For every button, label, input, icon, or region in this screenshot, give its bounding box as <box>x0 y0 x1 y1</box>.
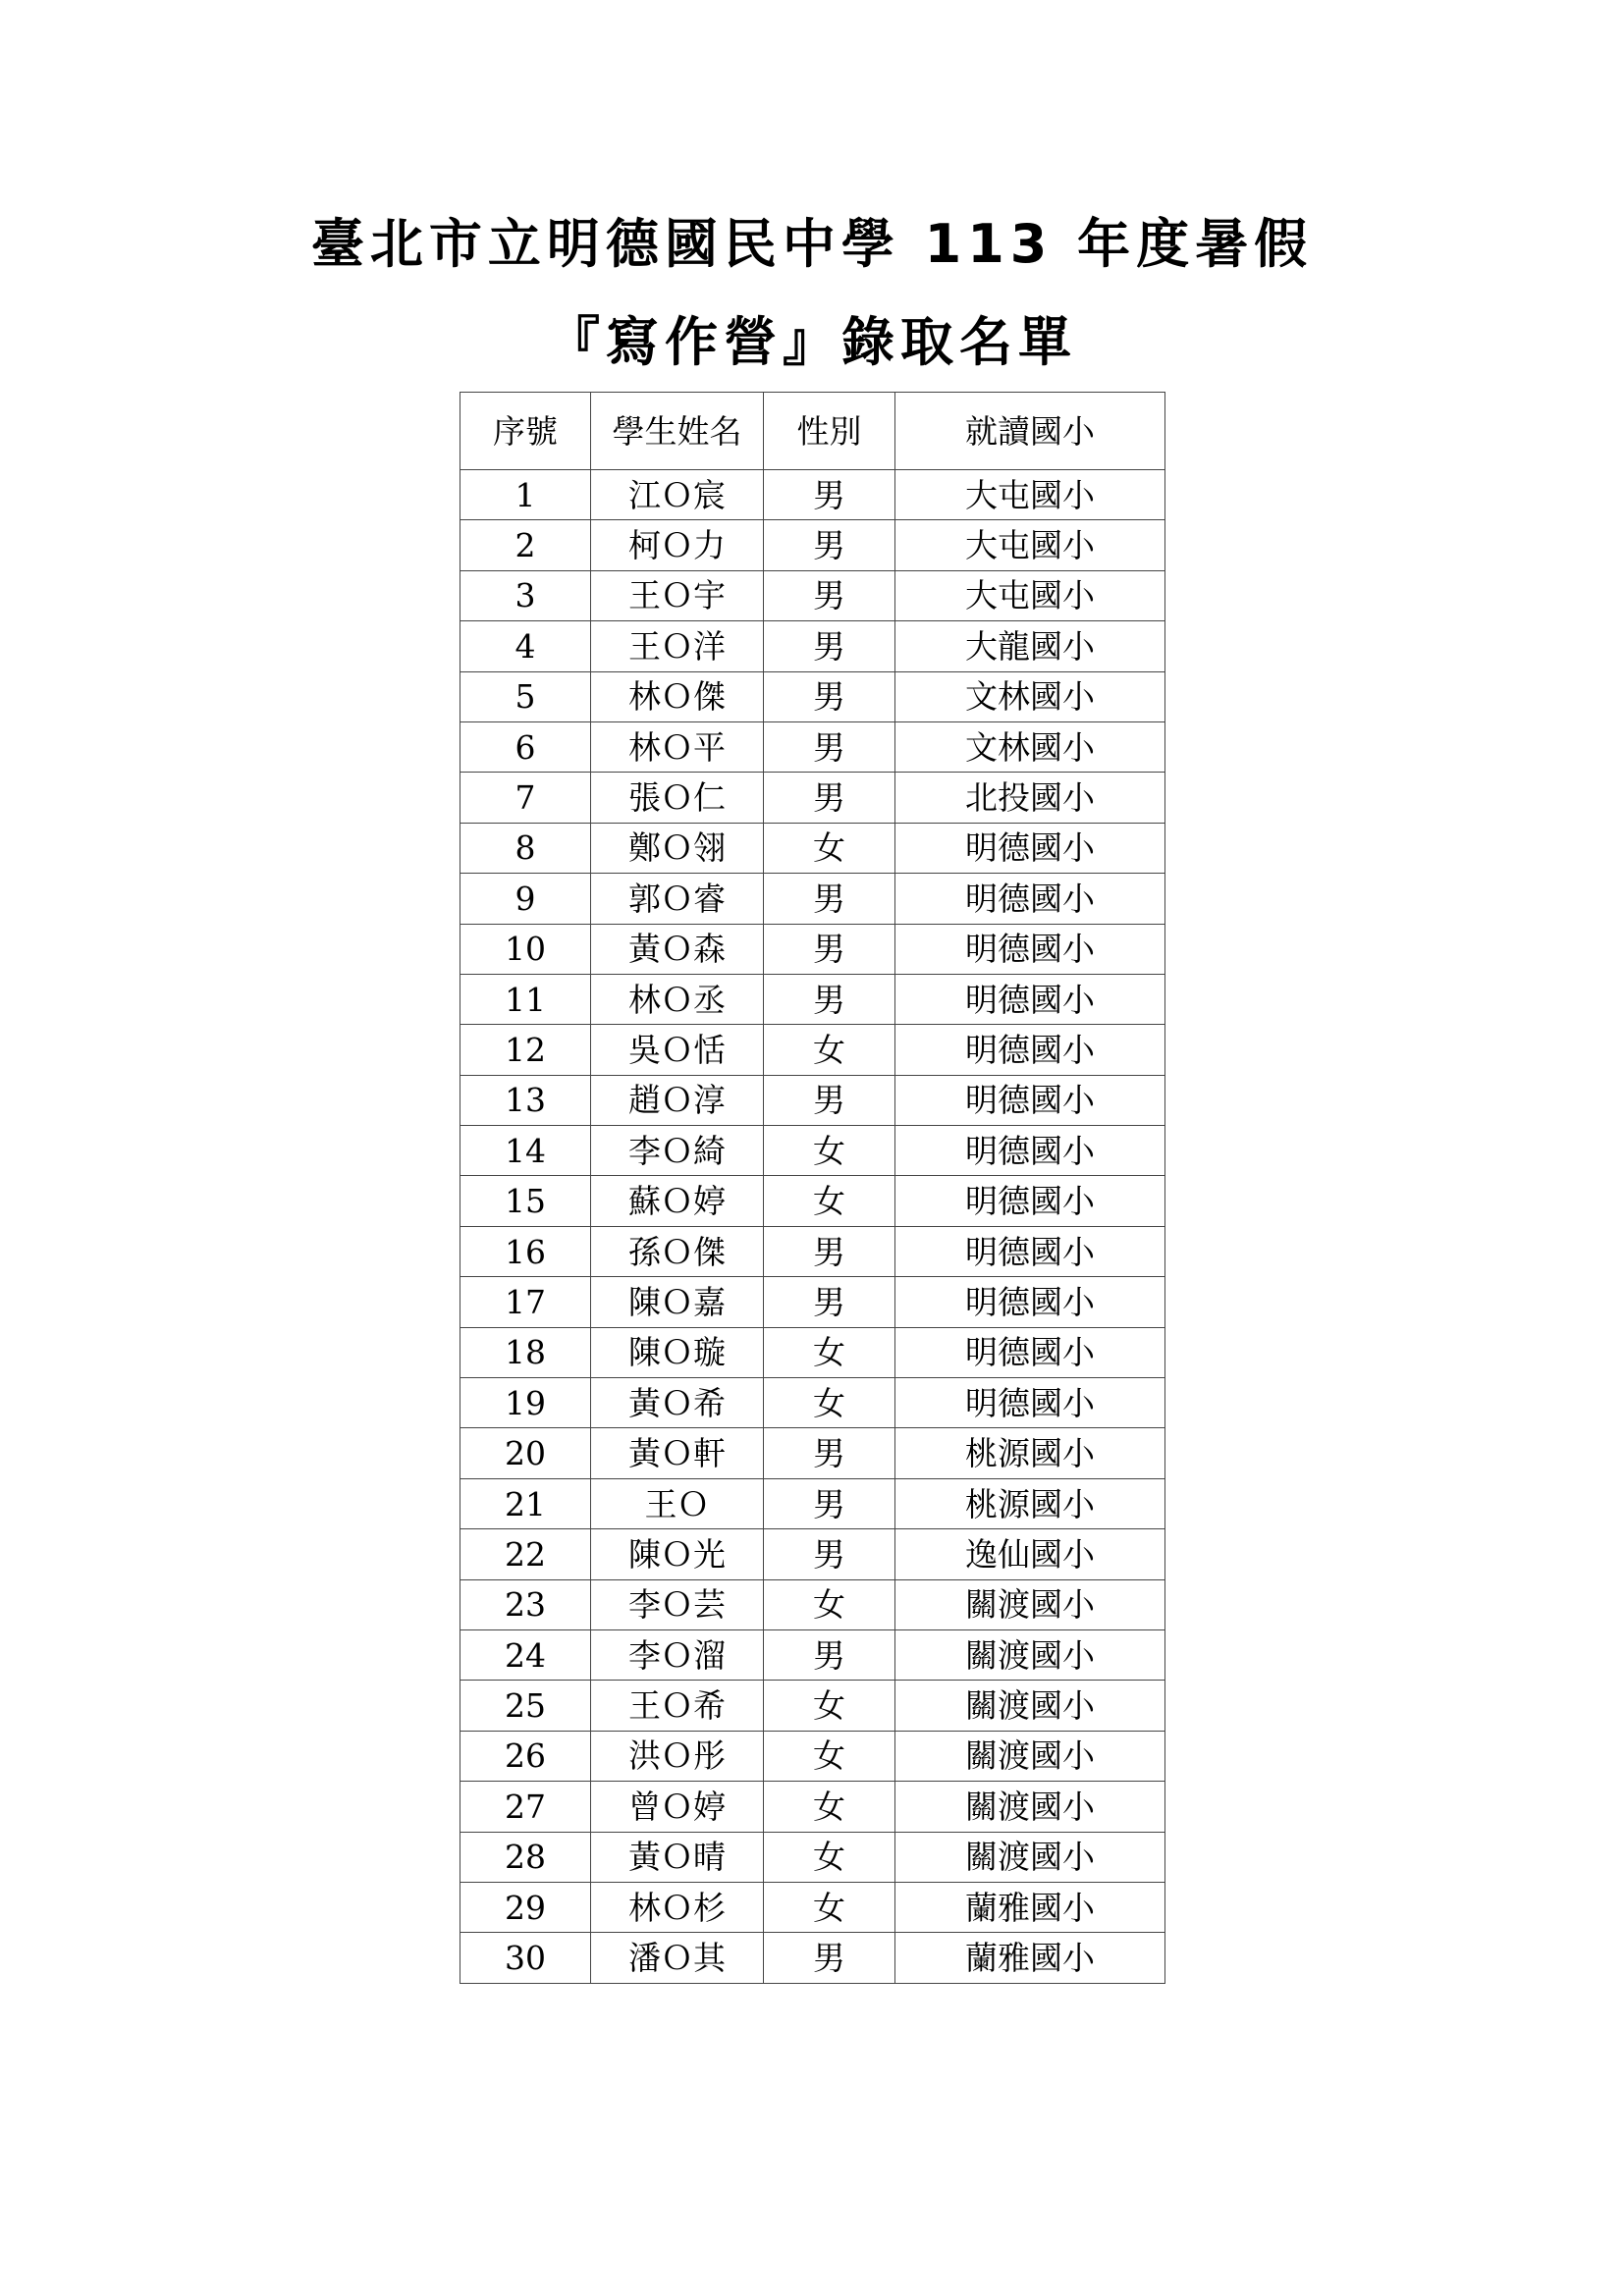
cell-gender: 男 <box>764 1277 895 1327</box>
cell-elementary-school: 大龍國小 <box>895 621 1165 671</box>
cell-serial-number: 23 <box>460 1579 591 1629</box>
table-row <box>460 1176 1165 1226</box>
cell-student-name: 張Ｏ仁 <box>591 773 764 823</box>
cell-elementary-school: 關渡國小 <box>895 1782 1165 1832</box>
cell-gender: 女 <box>764 1126 895 1176</box>
cell-serial-number: 7 <box>460 773 591 823</box>
cell-elementary-school: 明德國小 <box>895 924 1165 974</box>
cell-elementary-school: 逸仙國小 <box>895 1529 1165 1579</box>
cell-serial-number: 27 <box>460 1782 591 1832</box>
cell-gender: 男 <box>764 773 895 823</box>
cell-elementary-school: 北投國小 <box>895 773 1165 823</box>
table-header-row <box>460 393 1165 470</box>
cell-elementary-school: 明德國小 <box>895 1126 1165 1176</box>
cell-student-name: 王Ｏ洋 <box>591 621 764 671</box>
header-gender: 性別 <box>764 393 895 470</box>
header-serial-number: 序號 <box>460 393 591 470</box>
cell-student-name: 林Ｏ丞 <box>591 974 764 1024</box>
cell-serial-number: 6 <box>460 721 591 772</box>
cell-serial-number: 22 <box>460 1529 591 1579</box>
cell-student-name: 李Ｏ溜 <box>591 1629 764 1680</box>
cell-gender: 女 <box>764 1327 895 1377</box>
cell-serial-number: 15 <box>460 1176 591 1226</box>
cell-gender: 女 <box>764 823 895 873</box>
table-row <box>460 1832 1165 1882</box>
cell-gender: 男 <box>764 874 895 924</box>
cell-elementary-school: 明德國小 <box>895 974 1165 1024</box>
cell-student-name: 江Ｏ宸 <box>591 470 764 520</box>
table-row <box>460 721 1165 772</box>
cell-student-name: 王Ｏ希 <box>591 1681 764 1731</box>
cell-elementary-school: 桃源國小 <box>895 1428 1165 1478</box>
cell-student-name: 洪Ｏ彤 <box>591 1731 764 1781</box>
cell-serial-number: 5 <box>460 671 591 721</box>
cell-student-name: 趙Ｏ淳 <box>591 1075 764 1125</box>
cell-student-name: 蘇Ｏ婷 <box>591 1176 764 1226</box>
cell-gender: 男 <box>764 1933 895 1983</box>
table-row <box>460 1933 1165 1983</box>
table-row <box>460 1681 1165 1731</box>
cell-serial-number: 3 <box>460 570 591 620</box>
cell-elementary-school: 文林國小 <box>895 671 1165 721</box>
cell-gender: 女 <box>764 1579 895 1629</box>
cell-elementary-school: 明德國小 <box>895 1226 1165 1276</box>
cell-student-name: 黃Ｏ軒 <box>591 1428 764 1478</box>
cell-serial-number: 8 <box>460 823 591 873</box>
cell-gender: 男 <box>764 570 895 620</box>
cell-serial-number: 9 <box>460 874 591 924</box>
cell-serial-number: 18 <box>460 1327 591 1377</box>
cell-elementary-school: 明德國小 <box>895 1176 1165 1226</box>
cell-serial-number: 10 <box>460 924 591 974</box>
cell-elementary-school: 桃源國小 <box>895 1478 1165 1528</box>
table-row <box>460 874 1165 924</box>
cell-gender: 女 <box>764 1025 895 1075</box>
cell-elementary-school: 關渡國小 <box>895 1629 1165 1680</box>
table-row <box>460 974 1165 1024</box>
cell-elementary-school: 蘭雅國小 <box>895 1933 1165 1983</box>
cell-student-name: 黃Ｏ晴 <box>591 1832 764 1882</box>
cell-student-name: 林Ｏ平 <box>591 721 764 772</box>
table-row <box>460 1226 1165 1276</box>
cell-gender: 女 <box>764 1882 895 1932</box>
cell-serial-number: 20 <box>460 1428 591 1478</box>
cell-student-name: 郭Ｏ睿 <box>591 874 764 924</box>
cell-student-name: 陳Ｏ光 <box>591 1529 764 1579</box>
admission-list-table <box>460 392 1165 1984</box>
cell-student-name: 潘Ｏ其 <box>591 1933 764 1983</box>
table-row <box>460 1428 1165 1478</box>
cell-gender: 男 <box>764 1529 895 1579</box>
table-row <box>460 1629 1165 1680</box>
cell-elementary-school: 明德國小 <box>895 1025 1165 1075</box>
cell-student-name: 柯Ｏ力 <box>591 520 764 570</box>
cell-serial-number: 24 <box>460 1629 591 1680</box>
document-title: 臺北市立明德國民中學 113 年度暑假 <box>310 213 1314 275</box>
cell-serial-number: 26 <box>460 1731 591 1781</box>
cell-serial-number: 1 <box>460 470 591 520</box>
cell-serial-number: 12 <box>460 1025 591 1075</box>
cell-student-name: 陳Ｏ嘉 <box>591 1277 764 1327</box>
cell-elementary-school: 明德國小 <box>895 1075 1165 1125</box>
cell-gender: 男 <box>764 671 895 721</box>
cell-student-name: 林Ｏ杉 <box>591 1882 764 1932</box>
cell-gender: 女 <box>764 1378 895 1428</box>
cell-serial-number: 13 <box>460 1075 591 1125</box>
cell-gender: 女 <box>764 1832 895 1882</box>
cell-gender: 女 <box>764 1782 895 1832</box>
cell-serial-number: 17 <box>460 1277 591 1327</box>
table-row <box>460 1277 1165 1327</box>
cell-elementary-school: 明德國小 <box>895 823 1165 873</box>
cell-student-name: 林Ｏ傑 <box>591 671 764 721</box>
cell-elementary-school: 明德國小 <box>895 1327 1165 1377</box>
cell-gender: 男 <box>764 1428 895 1478</box>
cell-student-name: 鄭Ｏ翎 <box>591 823 764 873</box>
header-elementary-school: 就讀國小 <box>895 393 1165 470</box>
table-row <box>460 1579 1165 1629</box>
table-row <box>460 924 1165 974</box>
cell-elementary-school: 蘭雅國小 <box>895 1882 1165 1932</box>
table-row <box>460 520 1165 570</box>
cell-student-name: 黃Ｏ希 <box>591 1378 764 1428</box>
cell-serial-number: 16 <box>460 1226 591 1276</box>
cell-elementary-school: 明德國小 <box>895 874 1165 924</box>
cell-serial-number: 2 <box>460 520 591 570</box>
table-row <box>460 1025 1165 1075</box>
table-row <box>460 823 1165 873</box>
cell-student-name: 曾Ｏ婷 <box>591 1782 764 1832</box>
cell-elementary-school: 關渡國小 <box>895 1832 1165 1882</box>
cell-student-name: 李Ｏ芸 <box>591 1579 764 1629</box>
table-row <box>460 1126 1165 1176</box>
cell-serial-number: 4 <box>460 621 591 671</box>
cell-serial-number: 21 <box>460 1478 591 1528</box>
table-row <box>460 671 1165 721</box>
table-row <box>460 1478 1165 1528</box>
header-student-name: 學生姓名 <box>591 393 764 470</box>
table-row <box>460 621 1165 671</box>
cell-student-name: 吳Ｏ恬 <box>591 1025 764 1075</box>
table-row <box>460 1529 1165 1579</box>
cell-elementary-school: 明德國小 <box>895 1378 1165 1428</box>
cell-elementary-school: 大屯國小 <box>895 470 1165 520</box>
cell-elementary-school: 大屯國小 <box>895 570 1165 620</box>
table-row <box>460 570 1165 620</box>
cell-gender: 女 <box>764 1681 895 1731</box>
cell-serial-number: 25 <box>460 1681 591 1731</box>
cell-student-name: 陳Ｏ璇 <box>591 1327 764 1377</box>
cell-gender: 男 <box>764 1629 895 1680</box>
cell-gender: 男 <box>764 721 895 772</box>
cell-gender: 男 <box>764 621 895 671</box>
cell-gender: 男 <box>764 520 895 570</box>
cell-serial-number: 30 <box>460 1933 591 1983</box>
document-subtitle: 『寫作營』錄取名單 <box>547 311 1077 373</box>
table-body <box>460 470 1165 1984</box>
cell-student-name: 李Ｏ綺 <box>591 1126 764 1176</box>
cell-elementary-school: 大屯國小 <box>895 520 1165 570</box>
cell-gender: 女 <box>764 1176 895 1226</box>
cell-gender: 男 <box>764 1226 895 1276</box>
cell-gender: 女 <box>764 1731 895 1781</box>
cell-student-name: 孫Ｏ傑 <box>591 1226 764 1276</box>
cell-elementary-school: 關渡國小 <box>895 1579 1165 1629</box>
cell-student-name: 黃Ｏ森 <box>591 924 764 974</box>
table-row <box>460 1782 1165 1832</box>
cell-student-name: 王Ｏ <box>591 1478 764 1528</box>
cell-student-name: 王Ｏ宇 <box>591 570 764 620</box>
table-row <box>460 1731 1165 1781</box>
cell-elementary-school: 文林國小 <box>895 721 1165 772</box>
cell-gender: 男 <box>764 1478 895 1528</box>
cell-gender: 男 <box>764 1075 895 1125</box>
table-row <box>460 1327 1165 1377</box>
cell-elementary-school: 明德國小 <box>895 1277 1165 1327</box>
cell-serial-number: 19 <box>460 1378 591 1428</box>
cell-serial-number: 14 <box>460 1126 591 1176</box>
cell-gender: 男 <box>764 974 895 1024</box>
cell-serial-number: 11 <box>460 974 591 1024</box>
cell-gender: 男 <box>764 924 895 974</box>
table-row <box>460 773 1165 823</box>
table-row <box>460 1378 1165 1428</box>
cell-elementary-school: 關渡國小 <box>895 1681 1165 1731</box>
cell-elementary-school: 關渡國小 <box>895 1731 1165 1781</box>
cell-serial-number: 28 <box>460 1832 591 1882</box>
table-row <box>460 1075 1165 1125</box>
table-row <box>460 1882 1165 1932</box>
table-row <box>460 470 1165 520</box>
cell-serial-number: 29 <box>460 1882 591 1932</box>
cell-gender: 男 <box>764 470 895 520</box>
